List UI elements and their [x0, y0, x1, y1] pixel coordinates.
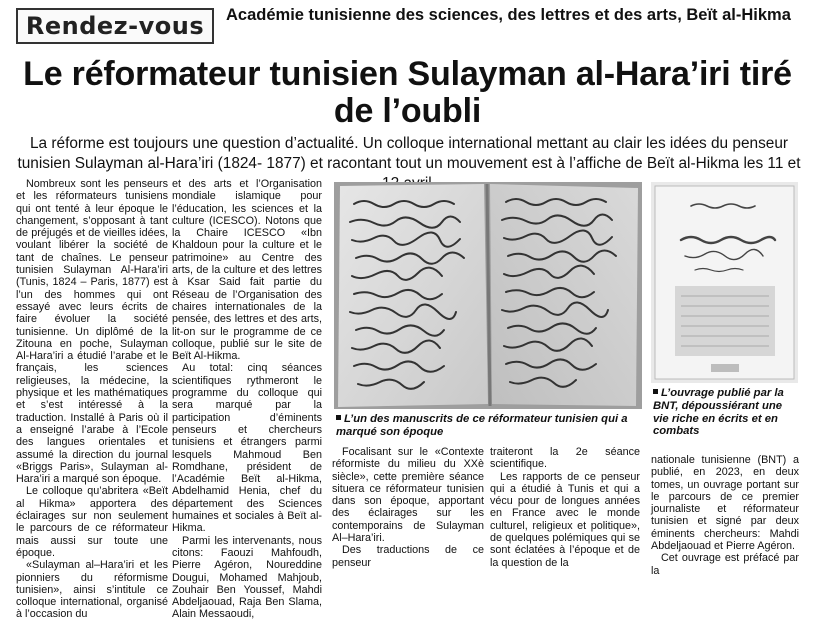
book-caption — [653, 387, 799, 438]
paragraph: Le colloque qu’abritera «Beït al Hikma» apportera des éclairages sur non seulement le parcours de ce réformateur mais aussi sur toute une époque. — [16, 485, 168, 559]
caption-bullet — [336, 415, 341, 420]
text-column-1 — [16, 178, 168, 621]
paragraph: Cet ouvrage est préfacé par la — [651, 552, 799, 577]
rubric-label: Rendez-vous — [25, 12, 205, 40]
caption-text: L’ouvrage publié par la BNT, dépoussiérant une vie riche en écrits et en combats — [653, 387, 784, 438]
caption-bullet — [653, 389, 658, 394]
article-lead: La réforme est toujours une question d’actualité. Un colloque international mettant au clair les idées du penseur tunisien Sulayman al-Hara’iri (1824- 1877) et racontant tout un mouvement est à l’affiche de Beït al-Hikma les 11 et — [17, 135, 801, 172]
paragraph: Les rapports de ce penseur qui a étudié à Tunis et qui a vécu pour de longues années en France avec le monde culturel, religieux et politique», de quelques polémiques qui se sont éclatées à l’époque et de la question de la — [490, 470, 640, 569]
kicker: Académie tunisienne des sciences, des lettres et des arts, Beït al-Hikma — [226, 6, 791, 24]
paragraph: Au total: cinq séances scientifiques rythmeront le programme du colloque qui sera marqué par la participation d’éminents penseurs et chercheurs tunisiens et étrangers parmi lesquels Mahmoud Ben Romdhane, président de l’Académie Beït al-Hikma, Abdelhamid Henia, chef du département des Sciences humaines et sociales à Beït al-Hikma. — [172, 362, 322, 535]
paragraph: Parmi les intervenants, nous citons: Faouzi Mahfoudh, Pierre Agéron, Noureddine Dougui, Mohamed Mahjoub, Zouhair Ben Youssef, Mahdi Abdeljaouad, Raja Ben Slama, Alain Messaoudi, — [172, 534, 322, 621]
rubric-box — [16, 8, 214, 44]
article-title: Le réformateur tunisien Sulayman al-Hara’iri tiré de l’oubli — [23, 55, 792, 130]
paragraph: nationale tunisienne (BNT) a publié, en 2023, en deux tomes, un ouvrage portant sur le parcours de ce premier journaliste et réformateur tunisien et signé par deux éminents chercheurs: Mahdi Abdeljaouad et Pierre Agéron. — [651, 454, 799, 553]
text-column-3a — [332, 446, 484, 569]
text-column-3b — [490, 446, 640, 569]
paragraph: Des traductions de ce penseur — [332, 544, 484, 569]
text-column-4 — [651, 454, 799, 577]
manuscript-photo — [334, 182, 642, 409]
book-cover-image — [651, 182, 798, 383]
paragraph: traiteront la 2e séance scientifique. — [490, 446, 640, 471]
paragraph: «Sulayman al–Hara’iri et les pionniers du réformisme tunisien», ainsi s’intitule ce colloque international, organisé à l’occasion du — [16, 559, 168, 621]
text-column-2 — [172, 178, 322, 621]
manuscript-image — [334, 182, 642, 409]
book-cover-photo — [651, 182, 798, 383]
manuscript-caption — [336, 413, 642, 439]
paragraph: Nombreux sont les penseurs et les réformateurs tunisiens qui ont tenté à leur époque le changement, s’opposant à tant de préjugés et de vieilles idées, voulant libérer la société de tant de chaînes. Le penseur tunisien Sulayman Al-Hara’iri (Tunis, 1824 – Paris, 1877) est l’un des hommes qui ont essayé avec leurs écrits de faire évoluer la société tunisienne. Un diplômé de la Zitouna en poche, Sulayman Al-Hara’iri a étudié l’arabe et le français, les sciences religieuses, la médecine, la physique et les mathématiques et s’est intéressé à la traduction. Installé à Paris où il a enseigné l’arabe à l’Ecole des langues orientales et assumé la direction du journal «Briggs Paris», Sulayman al-Hara’iri a marqué son époque. — [16, 178, 168, 486]
paragraph: et des arts et l’Organisation mondiale islamique pour l’éducation, les sciences et la culture (ICESCO). Notons que la Chaire ICESCO «Ibn Khaldoun pour la culture et le patrimoine» au Centre des arts, de la culture et des lettres à Ksar Said fait partie du Réseau de l’Organisation des chaires internationales de la pensée, des lettres et des arts, lit-on sur le programme de ce colloque, publié sur le site de Beït Al-Hikma. — [172, 178, 322, 363]
caption-text: L’un des manuscrits de ce réformateur tunisien qui a marqué son époque — [336, 413, 628, 438]
paragraph: Focalisant sur le «Contexte réformiste du milieu du XXè siècle», cette première séance situera ce réformateur tunisien dans son époque, apportant des éclairages sur les contemporains de Sulayman Al–Hara’iri. — [332, 446, 484, 545]
